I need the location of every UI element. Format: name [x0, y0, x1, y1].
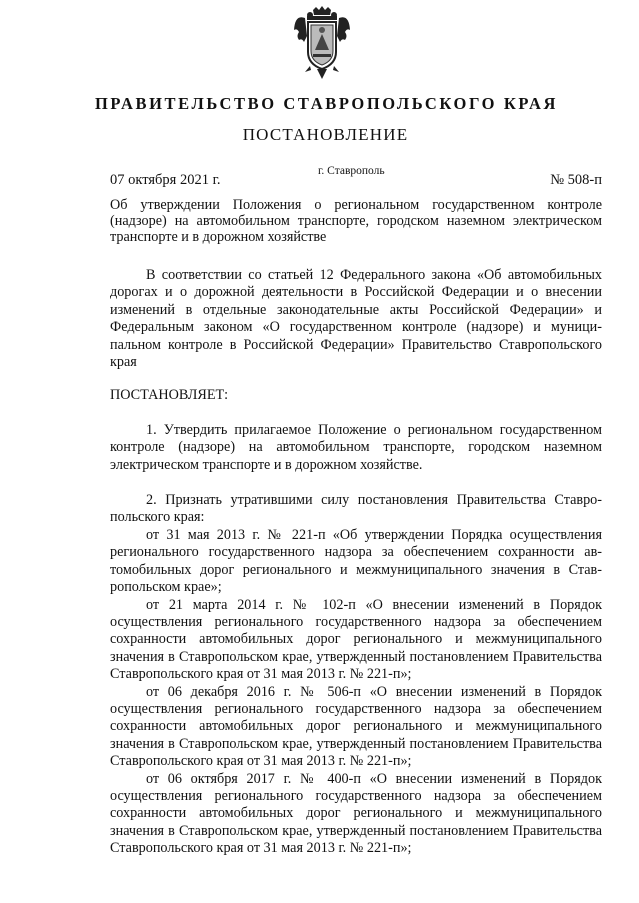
- repealed-item-4: от 06 октября 2017 г. № 400-п «О внесении изменений в Порядок осуществления регионального государственного надзора за обеспечением сохранности автомобильных дорог регионального и межмуниципального значения в Ставропольском крае, утвержденный постановлением Правительства Ставропольского края от 31 мая 2013 г. № 221-п»;: [110, 770, 602, 857]
- document-subject: Об утверждении Положения о региональном государственном контроле (надзоре) на автомобильном транспорте, городском наземном электрическом транспорте и в дорожном хозяйстве: [110, 197, 602, 245]
- city-label: г. Ставрополь: [318, 165, 385, 177]
- document-body: [110, 267, 602, 858]
- item-1-paragraph: 1. Утвердить прилагаемое Положение о региональном государственном контроле (надзоре) на автомобильном транспорте, городском наземном электрическом транспорте и в дорожном хозяйстве.: [110, 421, 602, 473]
- government-title: ПРАВИТЕЛЬСТВО СТАВРОПОЛЬСКОГО КРАЯ: [94, 94, 559, 113]
- repealed-item-3: от 06 декабря 2016 г. № 506-п «О внесении изменений в Порядок осуществления регионального государственного надзора за обеспечением сохранности автомобильных дорог регионального и межмуниципального значения в Ставропольском крае, утвержденный постановлением Правительства Ставропольского края от 31 мая 2013 г. № 221-п»;: [110, 683, 602, 770]
- decree-heading: ПОСТАНОВЛЯЕТ:: [110, 387, 229, 404]
- document-type: ПОСТАНОВЛЕНИЕ: [242, 125, 409, 144]
- item-2-paragraph: 2. Признать утратившими силу постановления Правительства Ставропольского края:: [110, 492, 602, 526]
- document-date: 07 октября 2021 г.: [110, 172, 221, 188]
- coat-of-arms-icon: [293, 6, 351, 80]
- preamble-paragraph: В соответствии со статьей 12 Федерального закона «Об автомобильных дорогах и о дорожной деятельности в Российской Федерации и о внесении изменений в отдельные законодательные акты Российской Федерации» и Федеральным законом «О государственном контроле (надзоре) и муниципальном контроле в Российской Федерации» Правительство Ставропольского края: [110, 267, 602, 371]
- repealed-item-1: от 31 мая 2013 г. № 221-п «Об утверждении Порядка осуществления регионального государственного надзора за обеспечением сохранности автомобильных дорог регионального и межмуниципального значения в Ставропольском крае»;: [110, 526, 602, 596]
- repealed-item-2: от 21 марта 2014 г. № 102-п «О внесении изменений в Порядок осуществления регионального государственного надзора за обеспечением сохранности автомобильных дорог регионального и межмуниципального значения в Ставропольском крае, утвержденный постановлением Правительства Ставропольского края от 31 мая 2013 г. № 221-п»;: [110, 596, 602, 683]
- document-number: № 508-п: [550, 172, 602, 188]
